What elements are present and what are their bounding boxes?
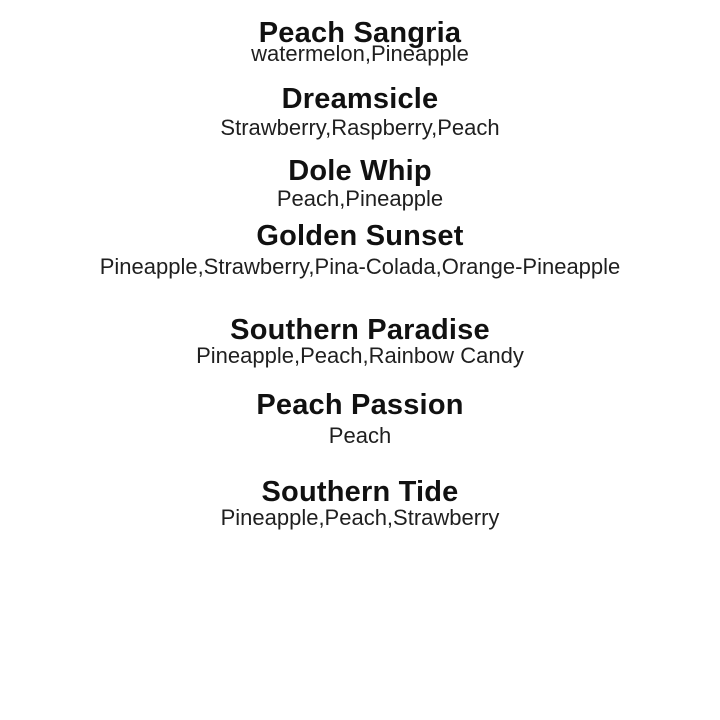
drink-flavors: watermelon,Pineapple	[251, 41, 469, 66]
menu-item	[0, 219, 720, 280]
drink-name: Peach Sangria	[258, 17, 462, 49]
menu-item	[0, 475, 720, 531]
drink-flavors: Pineapple,Strawberry,Pina-Colada,Orange-Pineapple	[99, 254, 621, 279]
drink-flavors: Pineapple,Peach,Rainbow Candy	[196, 343, 524, 368]
menu-item	[0, 154, 720, 212]
drink-name: Golden Sunset	[256, 220, 464, 252]
drink-name: Dole Whip	[288, 155, 432, 187]
menu-item	[0, 313, 720, 369]
drink-name: Southern Tide	[261, 476, 459, 508]
drink-name: Dreamsicle	[281, 83, 439, 115]
drink-name: Southern Paradise	[230, 314, 490, 346]
drink-name: Peach Passion	[256, 389, 464, 421]
menu-item	[0, 16, 720, 67]
menu-item	[0, 82, 720, 141]
drink-flavors: Pineapple,Peach,Strawberry	[220, 505, 500, 530]
drink-flavors: Strawberry,Raspberry,Peach	[220, 115, 500, 140]
drink-flavors: Peach	[328, 423, 392, 448]
drink-flavors: Peach,Pineapple	[276, 186, 444, 211]
menu-item	[0, 388, 720, 449]
